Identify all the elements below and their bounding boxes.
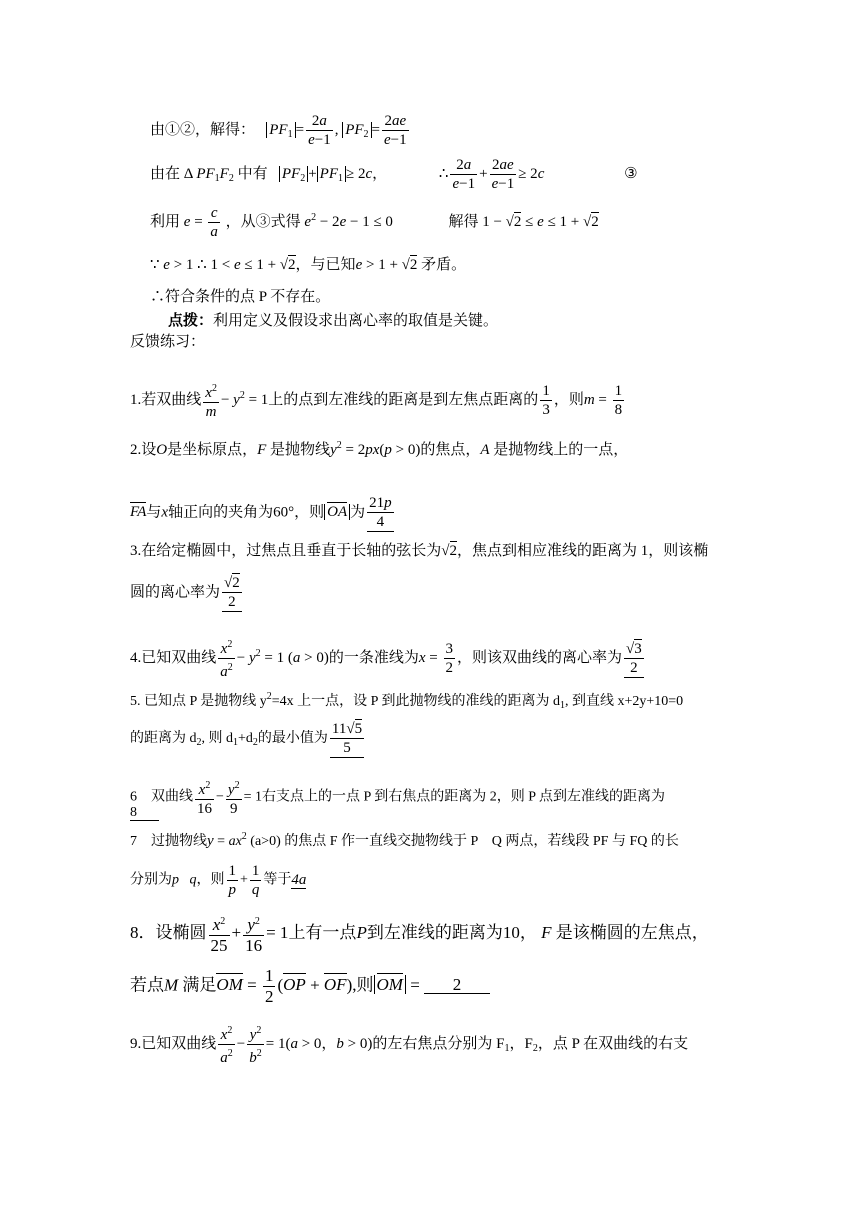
p3-text-c: 圆的离心率为 <box>130 584 221 601</box>
solution-line-3: 利用 e = $\frac{c}{a}$ ，从③式得 $e^2 - 2e - 1 \le 0$ 解得 1 − √2 ≤ e ≤ 1 + √2 <box>150 205 599 240</box>
text-s2-lead: 由在 <box>150 165 181 182</box>
p2-text-e: 是抛物线上的一点， <box>493 442 629 458</box>
text-s3-mid: ，从③式得 <box>225 213 301 230</box>
feedback-heading <box>130 335 205 350</box>
p7-answer: 4a <box>291 871 307 888</box>
p7-text-e: 等于 <box>263 872 292 888</box>
tip-label: 点拨： <box>168 313 214 329</box>
p2-text-d: 的焦点， <box>420 442 481 458</box>
p6-text-a: 6 双曲线 <box>130 789 193 805</box>
p5-text-a: 5. 已知点 P 是抛物线 y <box>130 694 267 709</box>
problem-2-line-1: 2.设O是坐标原点，F 是抛物线$y^2 = 2px(p > 0)$的焦点，A 是抛物线上的一点， <box>130 440 629 458</box>
p6-answer: 8 <box>130 805 159 821</box>
p4-text-a: 4.已知双曲线 <box>130 649 217 666</box>
problem-8-line-2: 若点M 满足OM = $\frac{1}{2}$ (OP + OF),则 OM = 2 <box>130 966 490 1007</box>
problem-6-answer <box>130 806 159 820</box>
p2-text-a: 2.设 <box>130 442 157 458</box>
problem-5-line-2: 的距离为 $d_2$, 则 $d_1+d_2$的最小值为 $\frac{11√5}{5}$ <box>130 721 363 756</box>
problem-8-line-1: 8．设椭圆 $\frac{x^2}{25}$ + $\frac{y^2}{16}$ = 1上有一点P到左准线的距离为10， F 是该椭圆的左焦点， <box>130 912 709 956</box>
problem-1: 1.若双曲线 $\frac{x^2}{m}$ − $y^2 = 1$上的点到左准线的距离是到左焦点距离的 $\frac{1}{3}$ ，则m = $\frac{1}{8}$ <box>130 380 626 421</box>
solution-line-2: 由在 Δ $PF_1F_2$ 中有 $PF_2 + PF_1 \ge 2c$， ∴ $\frac{2a}{e-1}$ + $\frac{2ae}{e-1}$ ≥ 2c ③ <box>150 157 638 192</box>
p8-text-h: 则 <box>356 975 374 995</box>
p4-text-c: ，则该双曲线的离心率为 <box>457 649 623 666</box>
solution-line-1: 由①②，解得： $PF_1$ = $\frac{2a}{e-1}$ , $PF_2$ = $\frac{2ae}{e-1}$ <box>150 113 407 148</box>
p2-text-h: ，则 <box>294 504 325 521</box>
problem-6: 6 双曲线 $\frac{x^2}{16}$ − $\frac{y^2}{9}$ = 1右支点上的一点 P 到右焦点的距离为 2，则 P 点到左准线的距离为 <box>130 777 665 818</box>
text-s1-lead: 由①②，解得： <box>150 121 256 138</box>
p2-text-i: 为 <box>350 504 366 521</box>
p1-text-c: ，则 <box>553 391 584 408</box>
tip-line <box>168 314 498 329</box>
p8-text-b: 上有一点 <box>288 922 357 942</box>
p9-text-b: 的左右焦点分别为 F <box>372 1035 505 1052</box>
p4-text-b: 的一条准线为 <box>328 649 419 666</box>
p7-text-b: (a>0) 的焦点 F 作一直线交抛物线于 P Q 两点，若线段 PF 与 FQ 的长 <box>250 834 679 849</box>
p7-text-a: 7 过抛物线 <box>130 834 207 849</box>
p2-text-f: 与 <box>146 504 162 521</box>
p2-text-g: 轴正向的夹角为 <box>168 504 274 521</box>
p8-text-g: 满足 <box>182 975 217 995</box>
p2-text-c: 是抛物线 <box>270 442 331 458</box>
p8-text-a: 8．设椭圆 <box>130 922 207 942</box>
p9-text-a: 9.已知双曲线 <box>130 1035 217 1052</box>
text-s3-solve: 解得 <box>448 213 479 230</box>
text-s2-mid: 中有 <box>237 165 268 182</box>
problem-2-line-2: FA与x轴正向的夹角为60°，则 OA 为 $\frac{21p}{4}$ <box>130 495 392 530</box>
problem-7-line-1: 7 过抛物线$y = ax^2$ (a>0) 的焦点 F 作一直线交抛物线于 P Q 两点，若线段 PF 与 FQ 的长 <box>130 831 679 849</box>
p7-text-c: 分别为 <box>130 872 172 888</box>
p3-text-a: 3.在给定椭圆中，过焦点且垂直于长轴的弦长为 <box>130 543 442 559</box>
problem-5-line-1: 5. 已知点 P 是抛物线 $y^2=4x$ 上一点，设 P 到此抛物线的准线的距离为 $d_1$, 到直线 x+2y+10=0 <box>130 691 684 711</box>
p8-text-c: 到左准线的距离为 <box>366 922 503 942</box>
p5-text-e: , 则 d <box>201 731 233 747</box>
p7-text-d: ，则 <box>196 872 225 888</box>
problem-9: 9.已知双曲线 $\frac{x^2}{a^2}$ − $\frac{y^2}{b^2}$ = 1(a > 0，b > 0)的左右焦点分别为 $F_1$，$F_2$，点 P 在双曲线的右支 <box>130 1022 688 1067</box>
text-s4-end: 矛盾。 <box>421 257 467 273</box>
tip-text: 利用定义及假设求出离心率的取值是关键。 <box>213 313 499 329</box>
p2-text-b: 是坐标原点， <box>167 442 258 458</box>
problem-7-line-2: 分别为p q，则 $\frac{1}{p}$ + $\frac{1}{q}$ 等于4a <box>130 863 307 898</box>
p3-text-b: ，焦点到相应准线的距离为 1，则该椭 <box>457 543 709 559</box>
p5-text-g: 的最小值为 <box>257 731 328 747</box>
problem-4: 4.已知双曲线 $\frac{x^2}{a^2}$ − $y^2 = 1$ (a > 0)的一条准线为x = $\frac{3}{2}$ ，则该双曲线的离心率为 $\frac{√3}{2}$ <box>130 636 646 681</box>
p5-text-c: , 到直线 x+2y+10=0 <box>564 694 684 709</box>
problem-3-line-2: 圆的离心率为 $\frac{√2}{2}$ <box>130 575 240 610</box>
p1-text-b: 上的点到左准线的距离是到左焦点距离的 <box>268 391 539 408</box>
p8-text-d: ， <box>519 922 537 942</box>
p6-text-b: 右支点上的一点 P 到右焦点的距离为 2，则 P 点到左准线的距离为 <box>261 789 666 805</box>
p5-text-b: =4x 上一点，设 P 到此抛物线的准线的距离为 d <box>271 694 560 709</box>
p5-text-d: 的距离为 d <box>130 731 197 747</box>
text-s3-lead: 利用 <box>150 213 181 230</box>
p5-text-f: +d <box>238 731 253 747</box>
circled-three: ③ <box>624 165 638 182</box>
solution-line-5 <box>150 290 330 305</box>
problem-3-line-1: 3.在给定椭圆中，过焦点且垂直于长轴的弦长为√2，焦点到相应准线的距离为 1，则该椭 <box>130 543 709 559</box>
text-s4-tail: ，与已知 <box>295 257 356 273</box>
p8-answer: 2 <box>424 976 490 994</box>
p8-text-f: 若点 <box>130 975 164 995</box>
p1-text-a: 1.若双曲线 <box>130 391 202 408</box>
text-s5: ∴符合条件的点 P 不存在。 <box>150 289 331 305</box>
p8-text-e: 是该椭圆的左焦点， <box>555 922 709 942</box>
solution-line-4: ∵ e > 1 ∴ 1 < e ≤ 1 + √2，与已知e > 1 + √2 矛盾。 <box>150 257 467 273</box>
p9-text-d: ，点 P 在双曲线的右支 <box>537 1035 689 1052</box>
p9-text-c: ，F <box>509 1035 533 1052</box>
feedback-label: 反馈练习： <box>130 334 206 350</box>
